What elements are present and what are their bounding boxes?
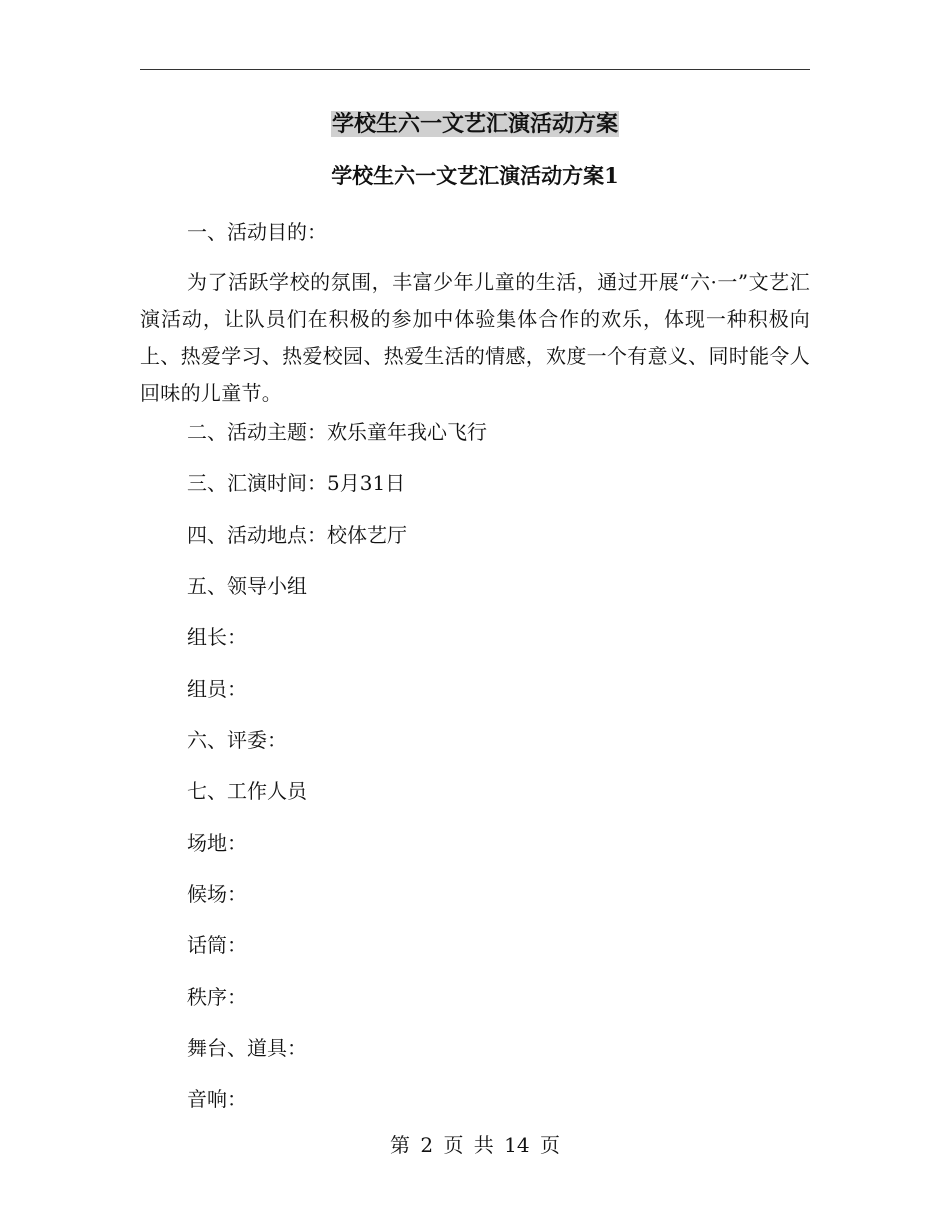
section-judges: 六、评委：: [187, 728, 287, 752]
members-field: 组员：: [187, 677, 247, 701]
document-subtitle: 学校生六一文艺汇演活动方案1: [331, 163, 619, 188]
page-indicator: 第 2 页 共 14 页: [390, 1133, 560, 1157]
venue-field: 场地：: [187, 831, 247, 855]
section-leadership-heading: 五、领导小组: [187, 574, 307, 598]
section-time: 三、汇演时间：5月31日: [187, 471, 406, 495]
microphone-field: 话筒：: [187, 933, 247, 957]
stage-props-field: 舞台、道具：: [187, 1036, 307, 1060]
section-theme: 二、活动主题：欢乐童年我心飞行: [187, 420, 487, 444]
purpose-paragraph: 为了活跃学校的氛围，丰富少年儿童的生活，通过开展“六·一”文艺汇演活动，让队员们在积极的参加中体验集体合作的欢乐，体现一种积极向上、热爱学习、热爱校园、热爱生活的情感，欢度一个有意义、同时能令人回味的儿童节。: [140, 270, 810, 405]
header-rule: [140, 69, 810, 70]
leader-field: 组长：: [187, 625, 247, 649]
standby-field: 候场：: [187, 882, 247, 906]
section-location: 四、活动地点：校体艺厅: [187, 523, 407, 547]
document-title: [0, 106, 950, 142]
document-title-text: 学校生六一文艺汇演活动方案: [331, 111, 618, 137]
section-staff-heading: 七、工作人员: [187, 779, 307, 803]
order-field: 秩序：: [187, 985, 247, 1009]
sound-field: 音响：: [187, 1087, 247, 1111]
section-purpose-heading: 一、活动目的：: [187, 220, 327, 244]
